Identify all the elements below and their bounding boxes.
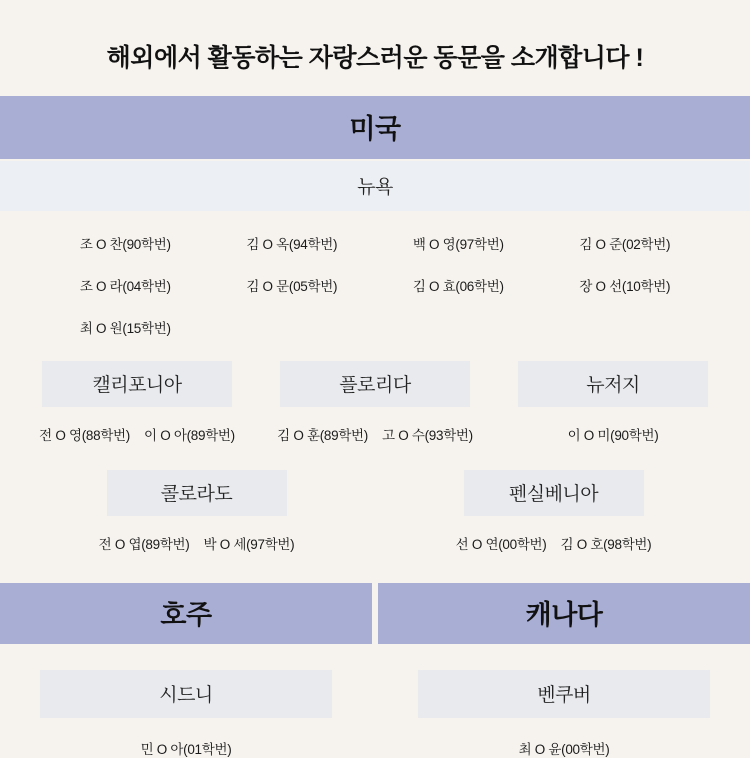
country-banner-australia: 호주 <box>0 583 372 644</box>
alumni-name: 전 O 영(88학번) <box>39 428 130 443</box>
newyork-names-row-2 <box>0 275 750 295</box>
alumni-name: 최 O 윤(00학번) <box>518 742 610 757</box>
bottom-country-split <box>0 583 750 758</box>
alumni-name: 선 O 연(00학번) <box>455 537 547 552</box>
newyork-names-row-1 <box>0 233 750 253</box>
alumni-name: 김 O 옥(94학번) <box>246 237 338 252</box>
alumni-name: 김 O 준(02학번) <box>579 237 671 252</box>
alumni-name-empty <box>375 317 542 337</box>
page-title: 해외에서 활동하는 자랑스러운 동문을 소개합니다 ! <box>106 44 644 72</box>
country-banner-usa: 미국 <box>0 96 750 159</box>
alumni-name: 김 O 문(05학번) <box>246 279 338 294</box>
state-block-pennsylvania <box>375 470 732 553</box>
region-bar-newyork: 뉴욕 <box>0 161 750 211</box>
newyork-names-row-3 <box>0 317 750 337</box>
state-block-newjersey <box>494 361 732 444</box>
alumni-name: 김 O 훈(89학번) <box>277 428 368 443</box>
alumni-name: 이 O 아(89학번) <box>144 428 235 443</box>
state-block-colorado <box>18 470 375 553</box>
usa-states-row-1 <box>0 361 750 444</box>
state-block-florida <box>256 361 494 444</box>
alumni-name: 민 O 아(01학번) <box>140 742 232 757</box>
alumni-name: 조 O 찬(90학번) <box>79 237 171 252</box>
state-label: 펜실베니아 <box>464 470 644 516</box>
region-label-sydney: 시드니 <box>40 670 332 718</box>
alumni-name: 최 O 원(15학번) <box>79 321 171 336</box>
alumni-name-empty <box>542 317 709 337</box>
alumni-name: 장 O 선(10학번) <box>579 279 671 294</box>
state-label: 플로리다 <box>280 361 470 407</box>
state-block-california <box>18 361 256 444</box>
alumni-name: 백 O 영(97학번) <box>412 237 504 252</box>
state-members <box>456 533 652 553</box>
region-label-vancouver: 벤쿠버 <box>418 670 710 718</box>
country-banner-canada: 캐나다 <box>378 583 750 644</box>
alumni-name: 김 O 효(06학번) <box>412 279 504 294</box>
country-block-canada <box>378 583 750 758</box>
state-label: 콜로라도 <box>107 470 287 516</box>
alumni-name: 전 O 엽(89학번) <box>98 537 190 552</box>
alumni-name: 박 O 세(97학번) <box>203 537 295 552</box>
alumni-name: 김 O 호(98학번) <box>560 537 652 552</box>
alumni-name: 이 O 미(90학번) <box>567 428 659 443</box>
state-label: 뉴저지 <box>518 361 708 407</box>
state-members <box>568 424 659 444</box>
state-members <box>99 533 295 553</box>
alumni-name: 고 O 수(93학번) <box>382 428 473 443</box>
state-label: 캘리포니아 <box>42 361 232 407</box>
usa-states-row-2 <box>0 470 750 553</box>
alumni-name: 조 O 라(04학번) <box>79 279 171 294</box>
country-block-australia <box>0 583 372 758</box>
state-members <box>39 424 235 444</box>
state-members <box>277 424 473 444</box>
alumni-name-empty <box>209 317 376 337</box>
